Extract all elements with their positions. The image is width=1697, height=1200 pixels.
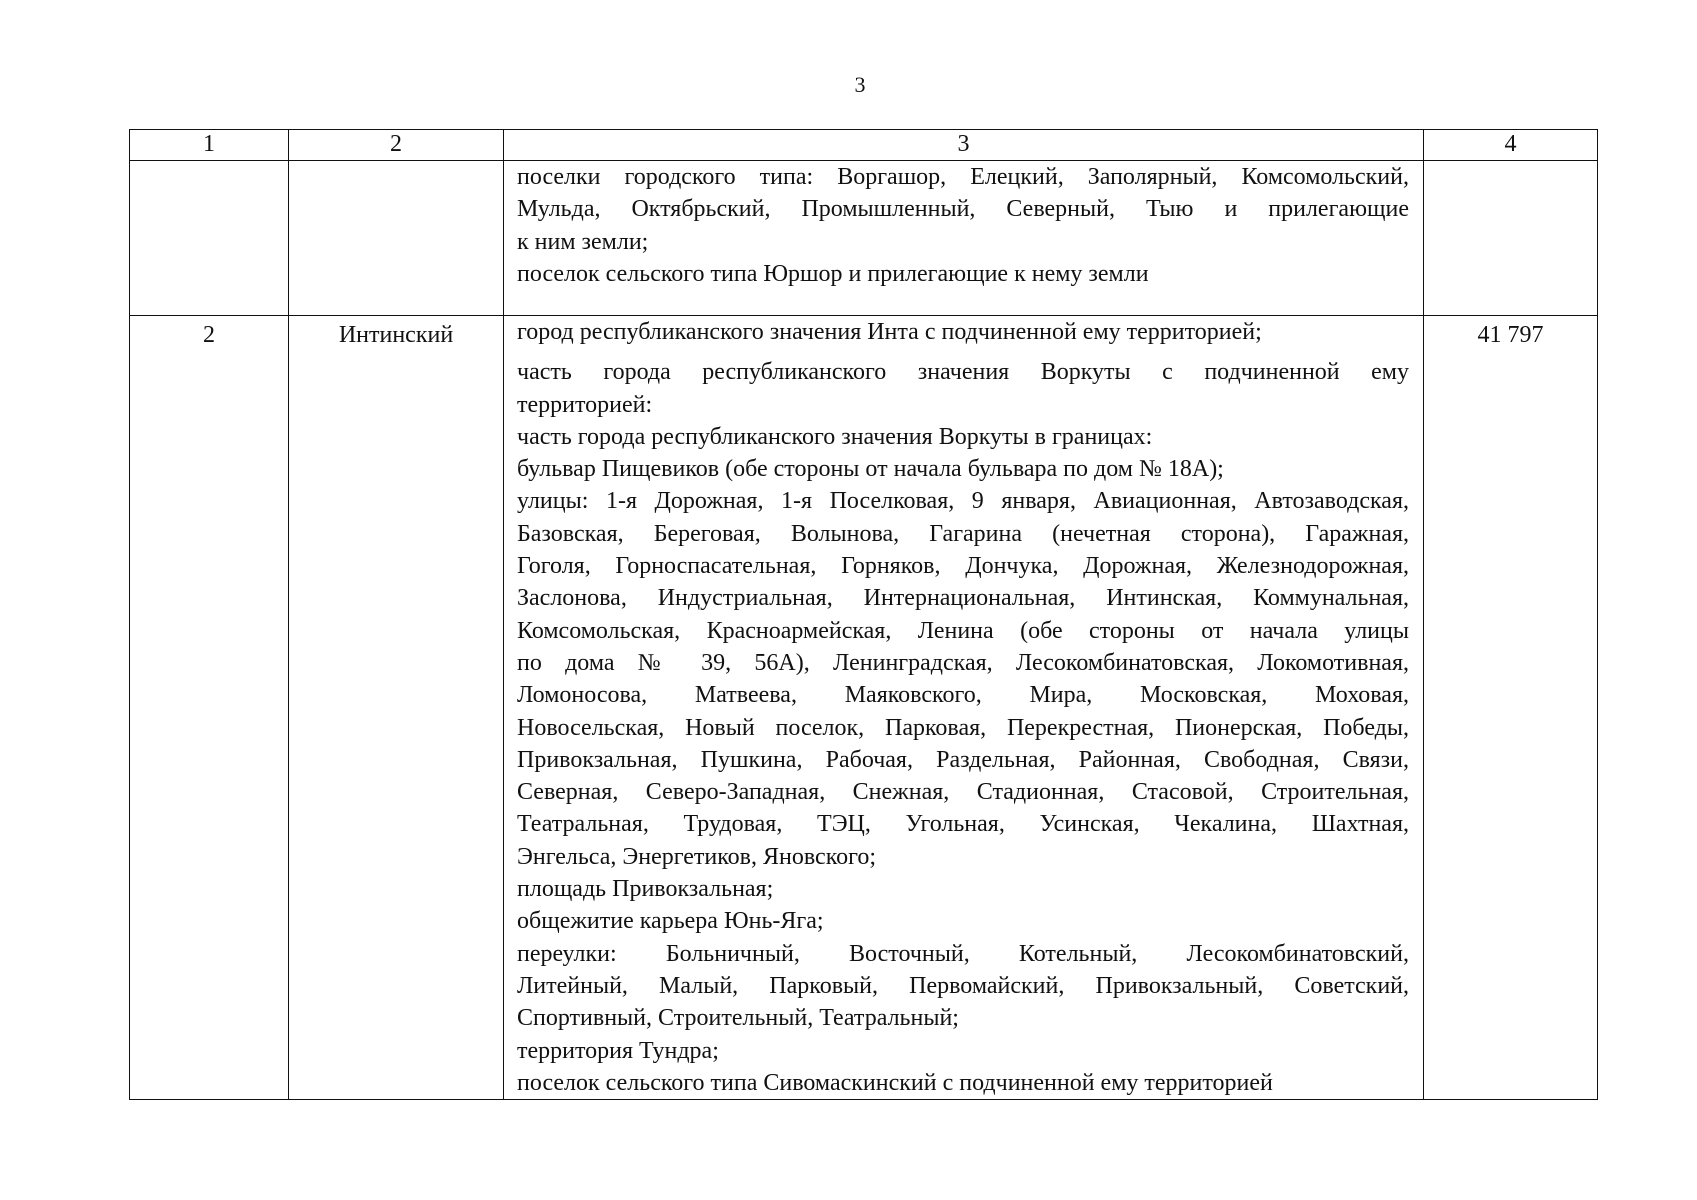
table-row-intinsky — [130, 316, 1598, 1100]
page-number: 3 — [854, 72, 866, 97]
district-name-cell: Интинский — [289, 316, 504, 1100]
text-line: Новосельская, Новый поселок, Парковая, Перекрестная, Пионерская, Победы, — [517, 714, 1409, 741]
text-line: Мульда, Октябрьский, Промышленный, Северный, Тыю и прилегающие — [517, 196, 1409, 223]
text-line: часть города республиканского значения Воркуты в границах: — [517, 423, 1153, 450]
districts-table — [129, 129, 1598, 1100]
text-line: Заслонова, Индустриальная, Интернациональная, Интинская, Коммунальная, — [517, 585, 1409, 612]
text-line: поселки городского типа: Воргашор, Елецкий, Заполярный, Комсомольский, — [517, 164, 1409, 190]
header-col-4: 4 — [1424, 130, 1598, 161]
territory-description-cell — [504, 316, 1424, 1100]
district-name-cell — [289, 161, 504, 316]
text-line: Привокзальная, Пушкина, Рабочая, Раздельная, Районная, Свободная, Связи, — [517, 746, 1409, 773]
text-line: Гоголя, Горноспасательная, Горняков, Дончука, Дорожная, Железнодорожная, — [517, 553, 1409, 580]
table-row-continuation — [130, 161, 1598, 316]
text-line: общежитие карьера Юнь-Яга; — [517, 908, 824, 935]
text-line: поселок сельского типа Сивомаскинский с подчиненной ему территорией — [517, 1069, 1273, 1096]
text-line: часть города республиканского значения Воркуты с подчиненной ему — [517, 359, 1409, 386]
text-line: город республиканского значения Инта с подчиненной ему территорией; — [517, 319, 1262, 345]
header-col-3: 3 — [504, 130, 1424, 161]
text-line: площадь Привокзальная; — [517, 876, 774, 903]
text-line: территорией: — [517, 391, 653, 418]
text-line: улицы: 1-я Дорожная, 1-я Поселковая, 9 января, Авиационная, Автозаводская, — [517, 488, 1409, 515]
text-line: Литейный, Малый, Парковый, Первомайский, Привокзальный, Советский, — [517, 972, 1409, 999]
text-line: Ломоносова, Матвеева, Маяковского, Мира, Московская, Моховая, — [517, 682, 1409, 709]
text-line: территория Тундра; — [517, 1037, 719, 1064]
text-line: по дома № 39, 56А), Ленинградская, Лесокомбинатовская, Локомотивная, — [517, 649, 1409, 676]
text-line: Театральная, Трудовая, ТЭЦ, Угольная, Усинская, Чекалина, Шахтная, — [517, 811, 1409, 838]
row-number-cell: 2 — [130, 316, 289, 1100]
text-line: Энгельса, Энергетиков, Яновского; — [517, 843, 877, 870]
population-cell — [1424, 161, 1598, 316]
population-cell: 41 797 — [1424, 316, 1598, 1100]
header-col-1: 1 — [130, 130, 289, 161]
row-number-cell — [130, 161, 289, 316]
text-line: Северная, Северо-Западная, Снежная, Стадионная, Стасовой, Строительная, — [517, 779, 1409, 806]
text-line: Базовская, Береговая, Волынова, Гагарина (нечетная сторона), Гаражная, — [517, 520, 1409, 547]
text-line: Комсомольская, Красноармейская, Ленина (обе стороны от начала улицы — [517, 617, 1409, 644]
header-col-2: 2 — [289, 130, 504, 161]
text-line: бульвар Пищевиков (обе стороны от начала бульвара по дом № 18А); — [517, 456, 1224, 483]
territory-lines-block — [517, 356, 1409, 1099]
text-line: к ним земли; — [517, 228, 649, 255]
text-line: поселок сельского типа Юршор и прилегающие к нему земли — [517, 260, 1149, 287]
text-line: Спортивный, Строительный, Театральный; — [517, 1005, 959, 1032]
table-header-row — [130, 130, 1598, 161]
text-line: переулки: Больничный, Восточный, Котельный, Лесокомбинатовский, — [517, 940, 1409, 967]
territory-description-cell — [504, 161, 1424, 316]
